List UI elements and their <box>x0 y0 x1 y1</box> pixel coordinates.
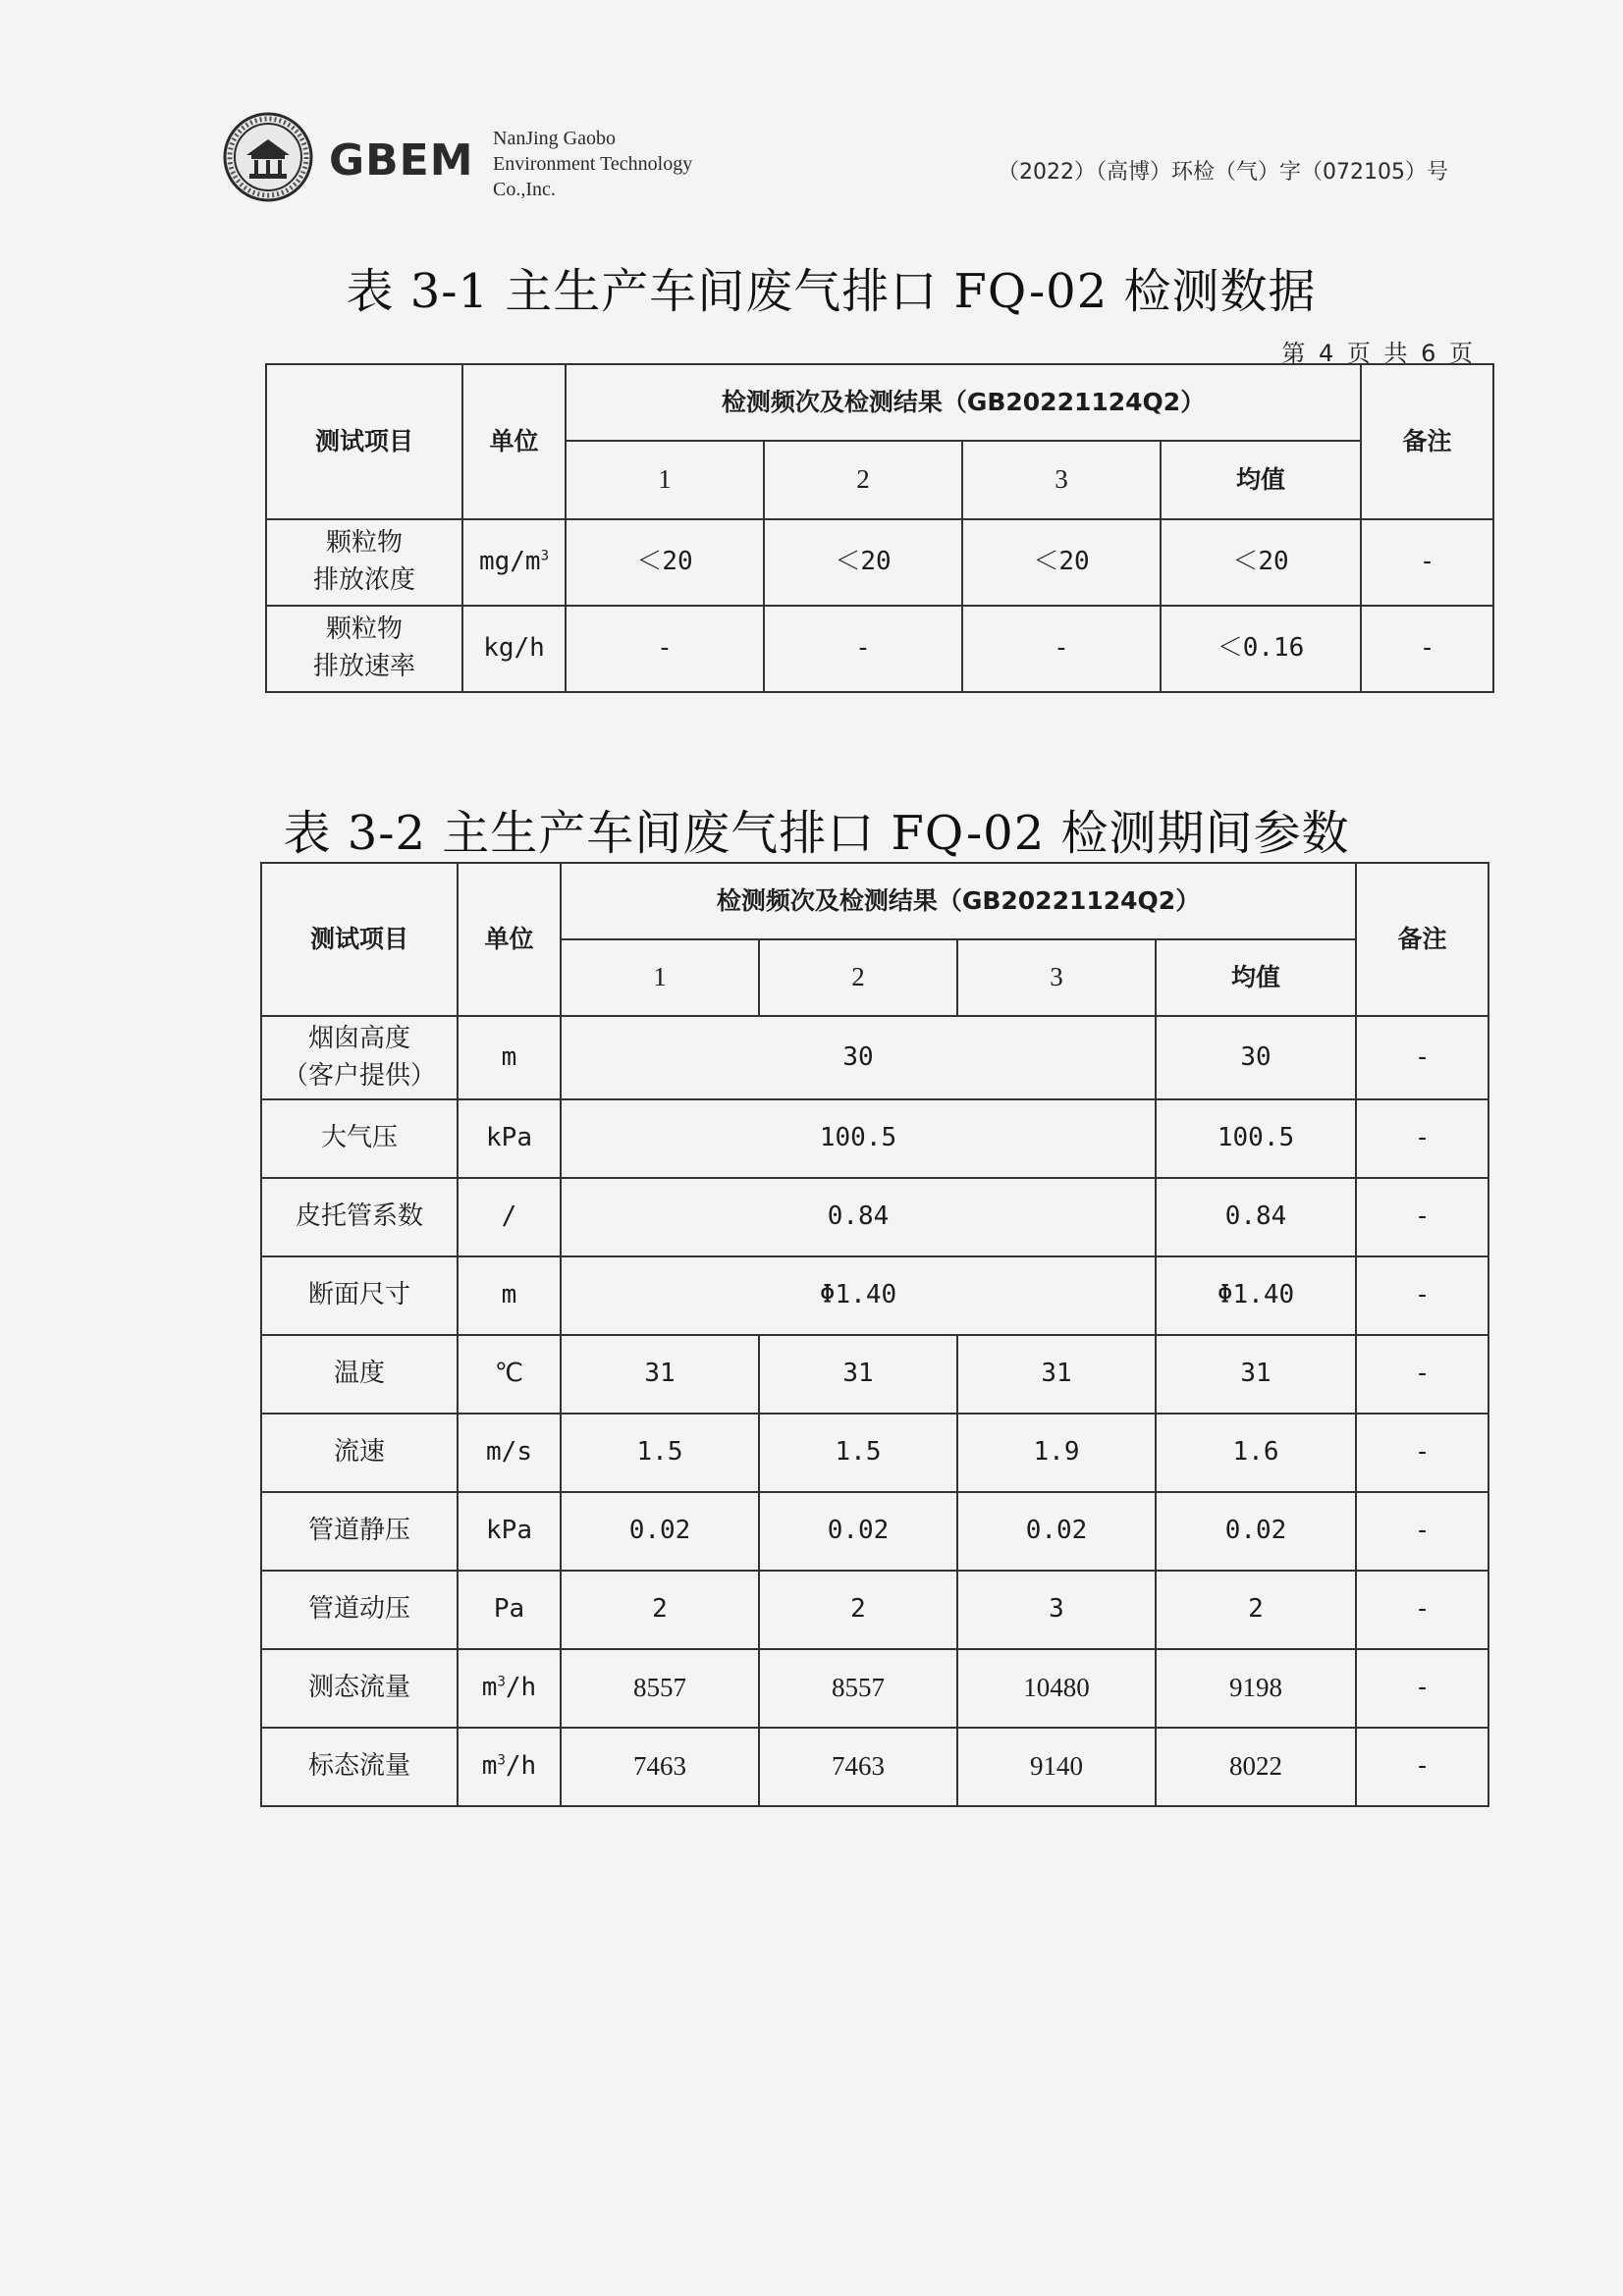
header-col-3: 3 <box>962 441 1161 519</box>
cell-unit <box>458 1492 561 1571</box>
cell-value: 2 <box>759 1571 957 1649</box>
cell-item <box>261 1016 458 1099</box>
cell-unit <box>458 1414 561 1492</box>
item-line: 排放浓度 <box>312 565 415 595</box>
unit-sup: 3 <box>540 548 550 564</box>
cell-item: 管道静压 <box>261 1492 458 1571</box>
header-avg: 均值 <box>1156 939 1356 1016</box>
cell-value: 1.5 <box>561 1414 759 1492</box>
cell-value: 31 <box>759 1335 957 1414</box>
cell-remark: - <box>1361 519 1493 606</box>
brand-name: GBEM <box>329 135 474 186</box>
cell-unit: m <box>458 1256 561 1335</box>
table-row <box>261 1492 1488 1571</box>
cell-item: 测态流量 <box>261 1649 458 1728</box>
cell-value: 2 <box>561 1571 759 1649</box>
item-line: 颗粒物 <box>325 614 403 645</box>
cell-remark: - <box>1356 1099 1488 1178</box>
table-row <box>261 1728 1488 1806</box>
cell-avg: 100.5 <box>1156 1099 1356 1178</box>
cell-unit <box>462 606 566 692</box>
table-row <box>261 1016 1488 1099</box>
cell-value: ＜20 <box>566 519 764 606</box>
cell-avg: 9198 <box>1156 1649 1356 1728</box>
cell-remark: - <box>1356 1492 1488 1571</box>
cell-item: 断面尺寸 <box>261 1256 458 1335</box>
cell-avg: ＜20 <box>1161 519 1361 606</box>
cell-value: 0.02 <box>561 1492 759 1571</box>
cell-unit: kPa <box>458 1099 561 1178</box>
cell-value: 7463 <box>561 1728 759 1806</box>
cell-remark: - <box>1356 1649 1488 1728</box>
cell-value: - <box>962 606 1161 692</box>
header-col-3: 3 <box>957 939 1156 1016</box>
cell-value: 31 <box>561 1335 759 1414</box>
company-seal-logo <box>221 110 315 204</box>
company-name <box>493 126 692 202</box>
company-line: Environment Technology <box>493 153 693 175</box>
cell-remark: - <box>1356 1728 1488 1806</box>
cell-avg: 31 <box>1156 1335 1356 1414</box>
cell-value: 1.5 <box>759 1414 957 1492</box>
cell-avg: 1.6 <box>1156 1414 1356 1492</box>
cell-avg: 0.02 <box>1156 1492 1356 1571</box>
cell-item: 温度 <box>261 1335 458 1414</box>
cell-remark: - <box>1356 1571 1488 1649</box>
cell-item: 标态流量 <box>261 1728 458 1806</box>
cell-avg: 0.84 <box>1156 1178 1356 1256</box>
item-line: 烟囱高度 <box>307 1023 410 1053</box>
unit-text: m <box>481 1673 498 1703</box>
report-header <box>221 110 1448 208</box>
header-unit: 单位 <box>458 863 561 1016</box>
unit-tail: /h <box>505 1751 537 1782</box>
header-remark: 备注 <box>1361 364 1493 519</box>
cell-merged-value: Φ1.40 <box>561 1256 1156 1335</box>
cell-merged-value: 0.84 <box>561 1178 1156 1256</box>
header-col-1: 1 <box>566 441 764 519</box>
cell-unit <box>458 1571 561 1649</box>
cell-merged-value: 30 <box>561 1016 1156 1099</box>
cell-value: 8557 <box>561 1649 759 1728</box>
cell-value: ＜20 <box>764 519 962 606</box>
company-line: NanJing Gaobo <box>493 128 616 149</box>
unit-sup: 3 <box>497 1752 506 1769</box>
cell-value: ＜20 <box>962 519 1161 606</box>
cell-value: 7463 <box>759 1728 957 1806</box>
table2-parameters <box>260 862 1489 1807</box>
table-row <box>261 1571 1488 1649</box>
header-col-2: 2 <box>759 939 957 1016</box>
cell-value: 9140 <box>957 1728 1156 1806</box>
cell-unit <box>458 1335 561 1414</box>
company-line: Co.,Inc. <box>493 179 556 200</box>
table1-test-data <box>265 363 1494 693</box>
header-col-1: 1 <box>561 939 759 1016</box>
unit-text: m/s <box>486 1437 532 1468</box>
cell-remark: - <box>1356 1178 1488 1256</box>
cell-item: 管道动压 <box>261 1571 458 1649</box>
cell-value: 1.9 <box>957 1414 1156 1492</box>
cell-value: - <box>566 606 764 692</box>
unit-tail: /h <box>505 1673 537 1703</box>
cell-unit: / <box>458 1178 561 1256</box>
cell-item: 大气压 <box>261 1099 458 1178</box>
cell-item: 皮托管系数 <box>261 1178 458 1256</box>
cell-value: 31 <box>957 1335 1156 1414</box>
table1-title: 表 3-1 主生产车间废气排口 FQ-02 检测数据 <box>346 264 1317 319</box>
unit-text: mg/m <box>478 547 541 577</box>
cell-avg: ＜0.16 <box>1161 606 1361 692</box>
cell-value: 0.02 <box>759 1492 957 1571</box>
cell-item: 流速 <box>261 1414 458 1492</box>
cell-remark: - <box>1361 606 1493 692</box>
header-avg: 均值 <box>1161 441 1361 519</box>
unit-text: Pa <box>493 1594 525 1625</box>
cell-value: 10480 <box>957 1649 1156 1728</box>
table2-title: 表 3-2 主生产车间废气排口 FQ-02 检测期间参数 <box>283 806 1350 861</box>
cell-avg: 30 <box>1156 1016 1356 1099</box>
cell-unit: m <box>458 1016 561 1099</box>
cell-avg: 2 <box>1156 1571 1356 1649</box>
cell-item <box>266 519 462 606</box>
unit-text: kPa <box>486 1516 532 1546</box>
cell-remark: - <box>1356 1335 1488 1414</box>
item-line: 排放速率 <box>312 652 415 681</box>
cell-value: 0.02 <box>957 1492 1156 1571</box>
cell-remark: - <box>1356 1414 1488 1492</box>
unit-text: ℃ <box>494 1359 524 1389</box>
header-col-2: 2 <box>764 441 962 519</box>
report-number: （2022）（高博）环检（气）字（072105）号 <box>998 160 1448 185</box>
table-row <box>261 1414 1488 1492</box>
cell-unit <box>458 1649 561 1728</box>
cell-value: - <box>764 606 962 692</box>
table-row <box>261 1256 1488 1335</box>
cell-unit <box>458 1728 561 1806</box>
cell-value: 3 <box>957 1571 1156 1649</box>
cell-remark: - <box>1356 1256 1488 1335</box>
table-row <box>261 1649 1488 1728</box>
unit-sup: 3 <box>497 1674 506 1690</box>
cell-avg: Φ1.40 <box>1156 1256 1356 1335</box>
cell-value: 8557 <box>759 1649 957 1728</box>
table-row <box>261 1099 1488 1178</box>
page-info: 第 4 页 共 6 页 <box>1281 340 1476 367</box>
cell-remark: - <box>1356 1016 1488 1099</box>
table-row <box>266 519 1493 606</box>
item-line: 颗粒物 <box>325 528 403 559</box>
table-row <box>261 1335 1488 1414</box>
item-line: （客户提供） <box>282 1060 436 1091</box>
header-remark: 备注 <box>1356 863 1488 1016</box>
cell-item <box>266 606 462 692</box>
header-group: 检测频次及检测结果（GB20221124Q2） <box>561 863 1356 939</box>
header-group: 检测频次及检测结果（GB20221124Q2） <box>566 364 1361 441</box>
cell-avg: 8022 <box>1156 1728 1356 1806</box>
table-row <box>266 606 1493 692</box>
header-item: 测试项目 <box>261 863 458 1016</box>
unit-text: m <box>481 1751 498 1782</box>
cell-unit <box>462 519 566 606</box>
unit-text: kg/h <box>483 633 545 664</box>
header-unit: 单位 <box>462 364 566 519</box>
cell-merged-value: 100.5 <box>561 1099 1156 1178</box>
table-row <box>261 1178 1488 1256</box>
header-item: 测试项目 <box>266 364 462 519</box>
